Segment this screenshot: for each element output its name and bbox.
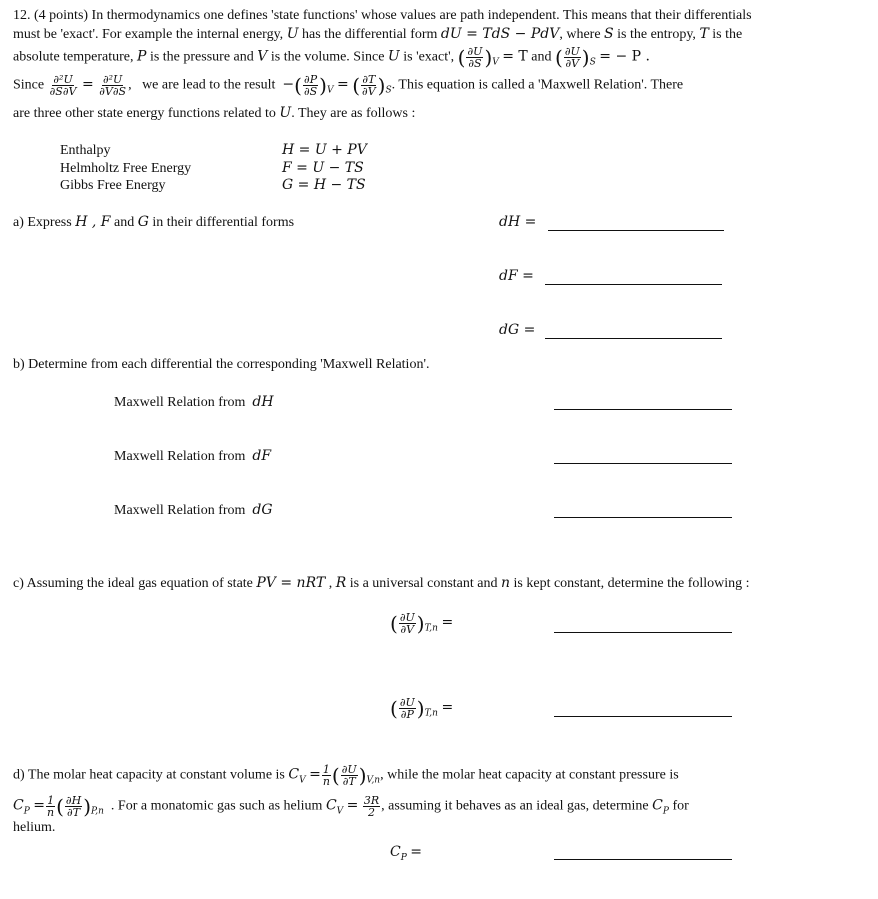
part-d-text-a: d) The molar heat capacity at constant volume is: [13, 767, 285, 783]
cv-dT: ∂T: [342, 775, 356, 788]
part-a-prompt: [13, 214, 294, 231]
var-S: S: [604, 26, 614, 42]
part-a-text-b: in their differential forms: [152, 215, 295, 230]
intro-line-2: [13, 25, 863, 44]
cp-sub: P,n: [91, 806, 104, 817]
answer-blank-dF[interactable]: [545, 284, 722, 285]
cv-n: n: [322, 775, 330, 788]
function-name: Enthalpy: [60, 143, 111, 158]
intro-text-1: 12. (4 points) In thermodynamics one defines 'state functions' whose values are path independent. This means that their differentials: [13, 8, 752, 23]
and-word: and: [531, 49, 552, 65]
d2-equals: =: [441, 699, 454, 716]
derivative-dU-dV-Tn: ( $\frac{\partial U}{\partial V}$ )$_{T,n}$ =: [390, 611, 454, 636]
answer-blank-dUdV[interactable]: [554, 632, 732, 633]
part-b-prompt: b) Determine from each differential the corresponding 'Maxwell Relation'.: [13, 357, 430, 372]
three-R: 3R: [363, 794, 380, 807]
part-d-text-b: , while the molar heat capacity at constant pressure is: [380, 767, 679, 783]
mixed-partial-SV: $\frac{\text{∂²U}}{\partial S\partial V}$: [49, 73, 77, 98]
function-definitions: [282, 142, 367, 195]
intro-text-2c: , where: [559, 27, 601, 42]
maxwell-blank-dH[interactable]: [554, 409, 732, 410]
cv-sub: V,n: [366, 775, 381, 786]
intro-text-2a: must be 'exact'. For example the internal energy,: [13, 27, 284, 42]
part-c-comma: ,: [328, 576, 333, 591]
cv-dU: ∂U: [341, 763, 357, 776]
function-def: G = H − TS: [282, 177, 366, 193]
var-U-3: U: [279, 105, 292, 121]
intro-text-2e: is the: [712, 27, 743, 42]
equals-minus-P: = − P .: [599, 48, 650, 65]
partial-dU-dV: $\frac{\partial U}{\partial V}$: [564, 45, 580, 70]
maxwell-row-dG: [114, 502, 273, 519]
partial-dP-dS: $\frac{\partial P}{\partial S}$: [303, 73, 318, 98]
function-def: H = U + PV: [282, 142, 367, 158]
intro-line-4: Since $\frac{\text{∂²U}}{\partial S\partial V}$ = $\frac{\text{∂²U}}{\partial V\partial S}$ , we are lead to the result −( $\frac{\partial P}{\partial S}$ )$_V$ = ( $\frac{\partial T}{\partial V}$ )$_S$. This equation is called a 'Maxwell Relation'. There: [13, 73, 684, 98]
vars-HF: H , F: [75, 214, 111, 230]
Cp-symbol-2: C: [652, 797, 663, 814]
maxwell-label: Maxwell Relation from: [114, 395, 246, 410]
maxwell-row-dH: [114, 394, 274, 411]
maxwell-var-dF: dF: [252, 448, 272, 464]
Cp-answer-symbol: C: [390, 844, 401, 860]
function-def: F = U − TS: [282, 159, 364, 176]
part-c-text-a: c) Assuming the ideal gas equation of state: [13, 576, 253, 591]
part-c-prompt: [13, 575, 750, 592]
part-d-text-c: . For a monatomic gas such as helium: [110, 798, 323, 814]
part-d-text-e: for: [672, 798, 689, 814]
answer-label-dG: dG =: [499, 322, 536, 338]
part-c-text-c: is a universal constant and: [349, 576, 498, 591]
var-V: V: [257, 48, 268, 65]
var-U-2: U: [387, 48, 400, 65]
part-d-text-d: , assuming it behaves as an ideal gas, determine: [381, 798, 649, 814]
d1-equals: =: [441, 614, 454, 631]
answer-label-dF: dF =: [499, 268, 534, 284]
maxwell-var-dH: dH: [252, 394, 274, 410]
answer-blank-Cp[interactable]: [554, 859, 732, 860]
var-G: G: [137, 214, 149, 230]
function-names: [60, 142, 191, 195]
Cp-symbol: C: [13, 797, 24, 814]
cp-dT: ∂T: [67, 806, 81, 819]
derivative-dU-dP-Tn: ( $\frac{\partial U}{\partial P}$ )$_{T,n}$ =: [390, 696, 454, 721]
maxwell-var-dG: dG: [252, 502, 273, 518]
d2-sub: T,n: [424, 708, 438, 719]
cp-n: n: [47, 806, 55, 819]
Cp-sub-2: P: [662, 806, 669, 817]
var-n: n: [501, 575, 511, 591]
maxwell-label: Maxwell Relation from: [114, 449, 246, 464]
intro-text-2d: is the entropy,: [617, 27, 696, 42]
part-d-line-3: [13, 818, 863, 837]
intro-text-4b: we are lead to the result: [142, 77, 276, 93]
two: 2: [368, 806, 376, 819]
Cv-symbol: C: [288, 766, 300, 783]
intro-line-5: [13, 104, 863, 123]
d1-num: ∂U: [399, 611, 415, 624]
part-c-text-d: is kept constant, determine the following :: [513, 576, 750, 591]
part-a-text-a: a) Express: [13, 215, 72, 230]
Cp-sub: P: [23, 806, 30, 817]
maxwell-label: Maxwell Relation from: [114, 503, 246, 518]
partial-dT-dV: $\frac{\partial T}{\partial V}$: [362, 73, 376, 98]
intro-line-1: [13, 6, 863, 25]
answer-blank-dH[interactable]: [548, 230, 724, 231]
function-name: Gibbs Free Energy: [60, 178, 166, 193]
Cp-answer-equals: =: [410, 844, 423, 860]
equals-T: = T: [502, 48, 528, 65]
intro-text-2b: has the differential form: [302, 27, 438, 42]
intro-text-5b: . They are as follows :: [291, 106, 416, 121]
var-R: R: [335, 575, 347, 591]
intro-text-3c: is the volume. Since: [270, 49, 385, 65]
var-U: U: [286, 26, 299, 42]
part-d-helium: helium.: [13, 820, 56, 835]
intro-text-4a: Since: [13, 77, 45, 93]
Cv-symbol-2: C: [325, 797, 337, 814]
intro-text-4c: . This equation is called a 'Maxwell Relation'. There: [391, 77, 684, 93]
answer-blank-dUdP[interactable]: [554, 716, 732, 717]
function-name: Helmholtz Free Energy: [60, 160, 192, 176]
partial-dU-dS: $\frac{\partial U}{\partial S}$: [467, 45, 483, 70]
cp-one: 1: [47, 794, 55, 807]
cp-dH: ∂H: [65, 794, 82, 807]
part-d-line-2: $C_P$ = $\frac{1}{n}$ ( $\frac{\partial H}{\partial T}$ )$_{P,n}$ . For a monatomic gas such as helium $C_V$ = $\frac{3R}{2}$ , assuming it behaves as an ideal gas, determine $C_P$ for: [13, 794, 689, 819]
answer-blank-dG[interactable]: [545, 338, 722, 339]
ideal-gas-eq: PV = nRT: [256, 575, 326, 591]
Cp-answer-sub: P: [400, 853, 407, 863]
d1-den: ∂V: [400, 623, 415, 636]
d1-sub: T,n: [424, 623, 438, 634]
maxwell-blank-dG[interactable]: [554, 517, 732, 518]
d2-den: ∂P: [400, 708, 414, 721]
answer-label-Cp: [390, 844, 422, 863]
answer-label-dH: dH =: [499, 214, 537, 230]
intro-line-3: absolute temperature, P is the pressure and V is the volume. Since U is 'exact', ( $\frac{\partial U}{\partial S}$ )$_V = T$ and ( $\frac{\partial U}{\partial V}$ )$_S$ = − P .: [13, 45, 650, 70]
Cv-sub: V: [299, 775, 306, 786]
intro-text-3b: is the pressure and: [149, 49, 254, 65]
cv-one: 1: [322, 763, 330, 776]
intro-text-3a: absolute temperature,: [13, 49, 134, 65]
Cv-sub-2: V: [336, 806, 344, 817]
maxwell-row-dF: [114, 448, 271, 465]
maxwell-blank-dF[interactable]: [554, 463, 732, 464]
d2-num: ∂U: [399, 696, 415, 709]
mixed-partial-VS: $\frac{\text{∂²U}}{\partial V\partial S}$: [99, 73, 127, 98]
var-P: P: [137, 48, 147, 65]
and-word-a: and: [113, 215, 135, 230]
var-T: T: [699, 26, 709, 42]
intro-text-3d: is 'exact',: [403, 49, 455, 65]
part-d-line-1: d) The molar heat capacity at constant volume is $C_V$ = $\frac{1}{n}$ ( $\frac{\partial U}{\partial T}$ )$_{V,n}$, while the molar heat capacity at constant pressure is: [13, 763, 679, 788]
equation-dU: dU = TdS − PdV: [440, 26, 560, 42]
intro-text-5a: are three other state energy functions related to: [13, 106, 276, 121]
